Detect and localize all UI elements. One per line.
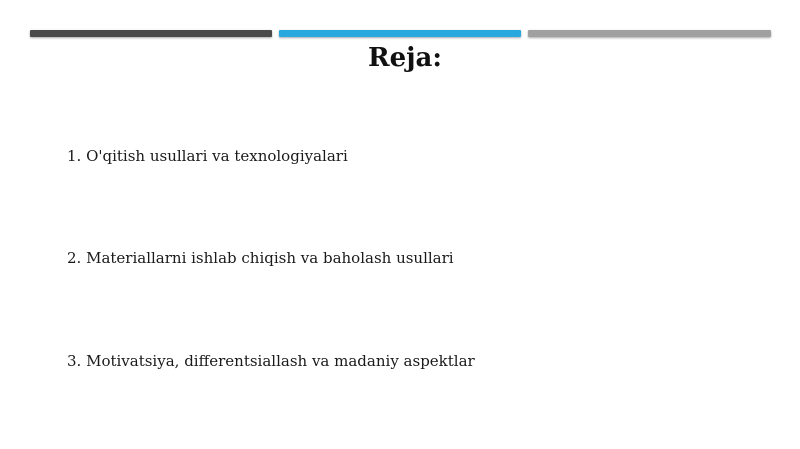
plan-item-2: 2. Materiallarni ishlab chiqish va baholash usullari xyxy=(67,249,454,267)
slide-title: Reja: xyxy=(367,43,442,73)
header-bar-dark xyxy=(30,30,272,37)
plan-item-1: 1. O'qitish usullari va texnologiyalari xyxy=(67,147,348,165)
plan-item-3: 3. Motivatsiya, differentsiallash va madaniy aspektlar xyxy=(67,352,475,370)
header-bar-gray xyxy=(528,30,771,37)
header-bar-blue xyxy=(279,30,521,37)
